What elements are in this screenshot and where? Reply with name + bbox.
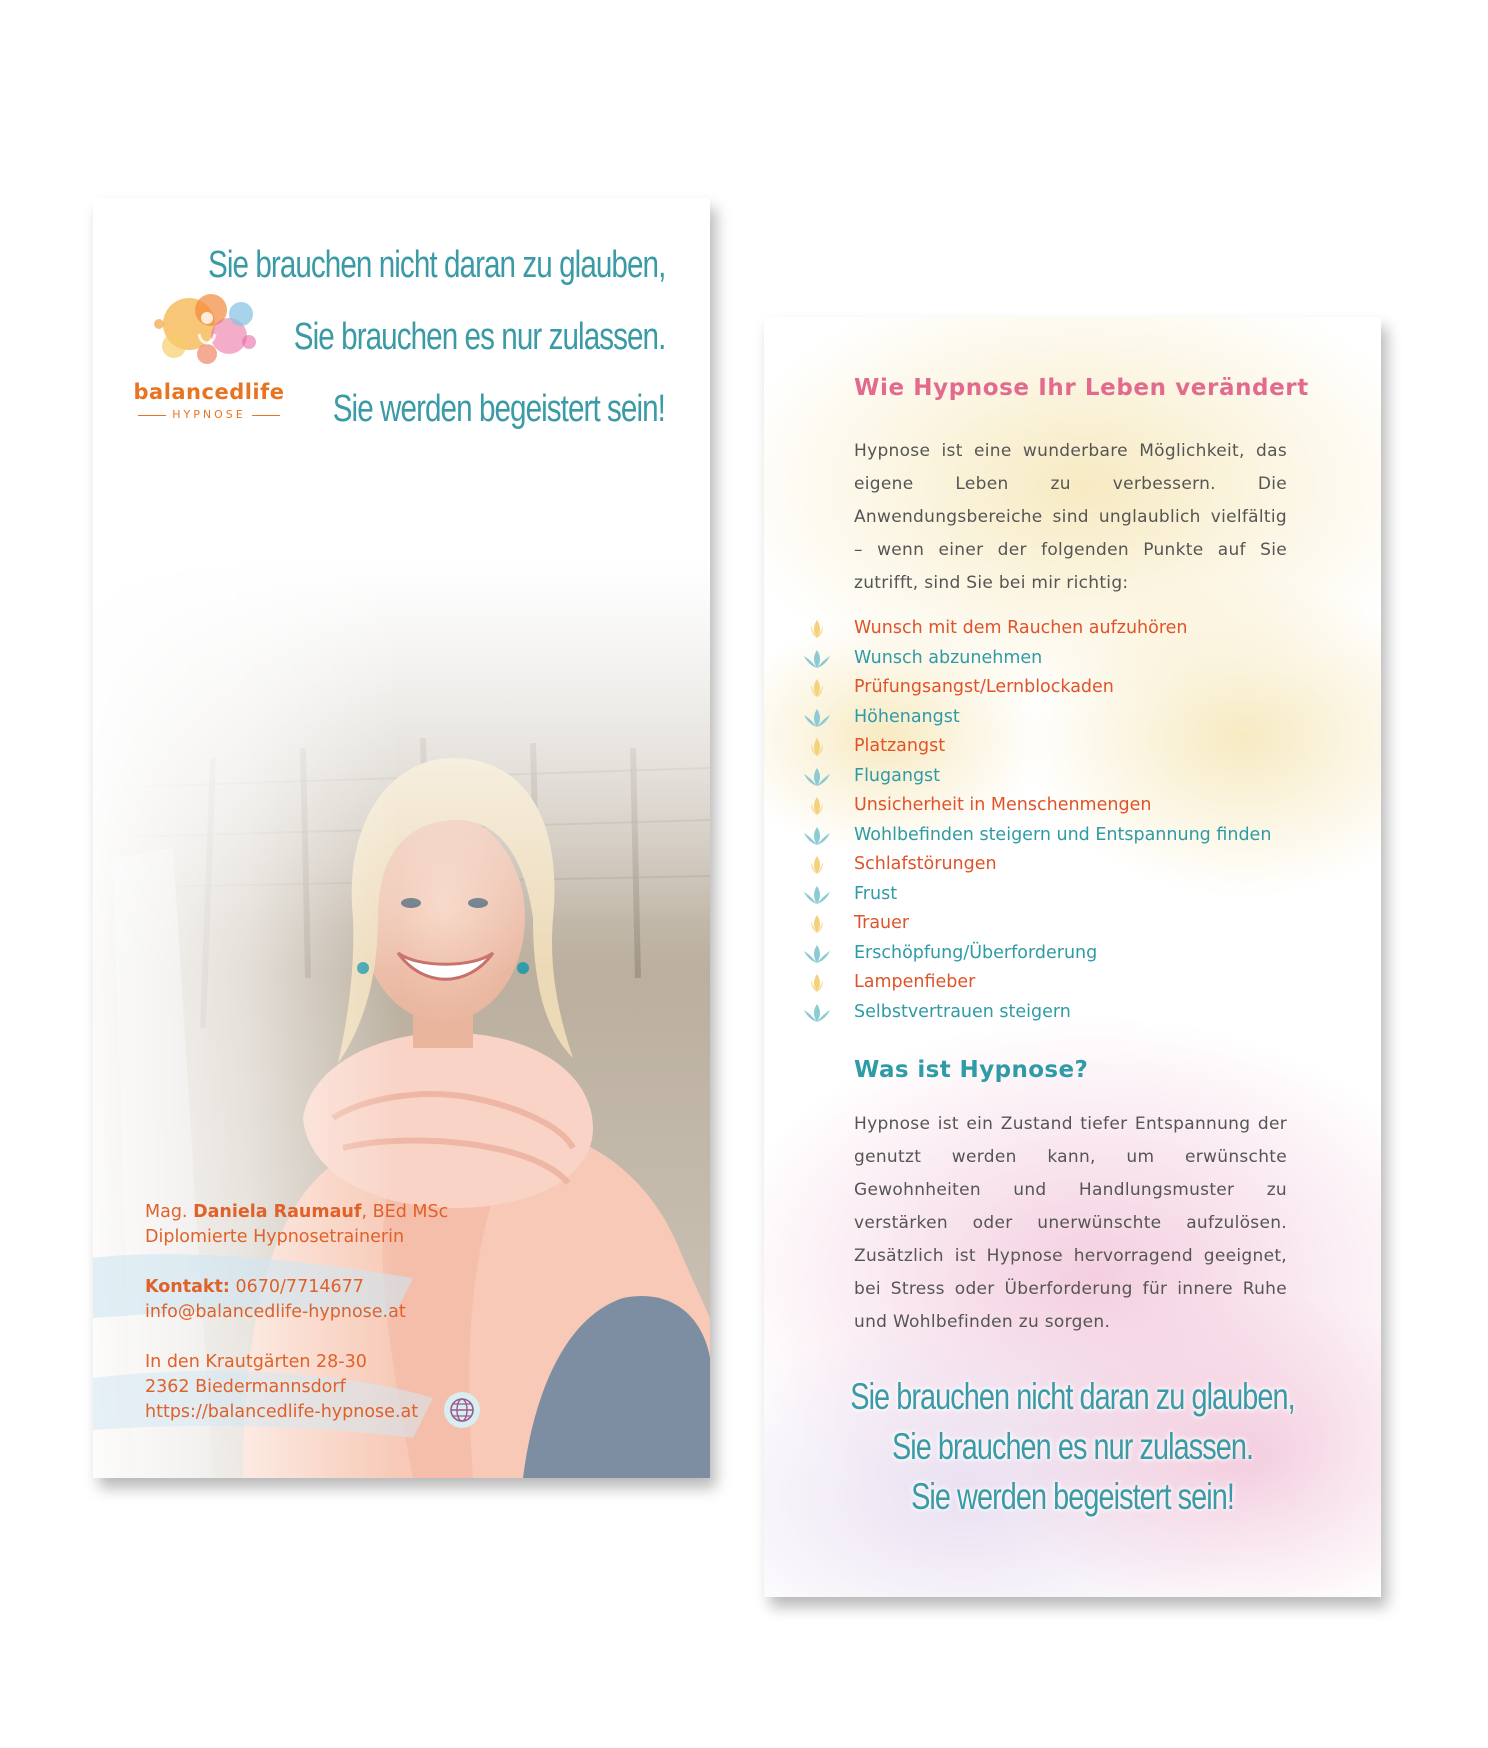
list-item <box>802 732 1271 762</box>
list-item-label: Trauer <box>854 913 910 933</box>
quote-line-3: Sie werden begeistert sein! <box>911 1476 1234 1517</box>
tagline-line-3: Sie werden begeistert sein! <box>332 388 665 430</box>
list-item-label: Flugangst <box>854 765 941 786</box>
degrees: , BEd MSc <box>361 1202 449 1222</box>
city-address: 2362 Biedermannsdorf <box>145 1377 346 1397</box>
list-item <box>802 998 1271 1028</box>
list-item-label: Prüfungsangst/Lernblockaden <box>854 677 1114 697</box>
list-item <box>802 791 1271 821</box>
list-item-label: Wohlbefinden steigern und Entspannung finden <box>854 824 1272 845</box>
list-item <box>802 880 1271 910</box>
logo-subtitle: HYPNOSE <box>129 408 289 421</box>
lotus-bud-icon <box>802 795 832 817</box>
person-name: Daniela Raumauf <box>193 1202 362 1222</box>
quote-line-1: Sie brauchen nicht daran zu glauben, <box>850 1376 1295 1417</box>
lotus-bud-icon <box>802 913 832 935</box>
lotus-bud-icon <box>802 618 832 640</box>
role: Diplomierte Hypnosetrainerin <box>145 1227 405 1247</box>
list-item-label: Lampenfieber <box>854 972 976 992</box>
list-item-label: Unsicherheit in Menschenmengen <box>854 795 1152 815</box>
heading-leben: Wie Hypnose Ihr Leben verändert <box>854 375 1309 401</box>
lotus-icon <box>802 707 832 729</box>
list-item <box>802 821 1271 851</box>
name-line <box>145 1200 448 1225</box>
logo-splash-icon <box>129 284 289 376</box>
list-item <box>802 644 1271 674</box>
list-item <box>802 673 1271 703</box>
list-item-label: Frust <box>854 883 898 904</box>
kontakt-label: Kontakt: <box>145 1277 230 1297</box>
list-item <box>802 614 1271 644</box>
lotus-bud-icon <box>802 736 832 758</box>
lotus-bud-icon <box>802 854 832 876</box>
balancedlife-logo <box>129 284 289 424</box>
list-item <box>802 909 1271 939</box>
lotus-bud-icon <box>802 677 832 699</box>
email-link[interactable]: info@balancedlife-hypnose.at <box>145 1302 406 1322</box>
globe-icon <box>443 1391 481 1429</box>
street-address: In den Krautgärten 28-30 <box>145 1352 367 1372</box>
lotus-icon <box>802 1002 832 1024</box>
flyer-front <box>93 198 710 1478</box>
list-item <box>802 939 1271 969</box>
list-item <box>802 703 1271 733</box>
list-item-label: Platzangst <box>854 736 946 756</box>
heading-was-ist-hypnose: Was ist Hypnose? <box>854 1057 1089 1083</box>
quote-line-2: Sie brauchen es nur zulassen. <box>891 1426 1254 1467</box>
lotus-bud-icon <box>802 972 832 994</box>
contact-block <box>145 1200 448 1425</box>
phone-line <box>145 1275 448 1300</box>
lotus-icon <box>802 648 832 670</box>
hypnose-paragraph: Hypnose ist ein Zustand tiefer Entspannung der genutzt werden kann, um erwünschte Gewohnheiten und Handlungsmuster zu verstärken oder unerwünschte aufzulösen. Zusätzlich ist Hypnose hervorragend geeignet, bei Stress oder Überforderung für innere Ruhe und Wohlbefinden zu sorgen. <box>854 1114 1287 1332</box>
list-item-label: Selbstvertrauen steigern <box>854 1001 1071 1022</box>
list-item-label: Höhenangst <box>854 706 960 727</box>
flyer-back <box>764 317 1381 1597</box>
lotus-icon <box>802 766 832 788</box>
list-item <box>802 850 1271 880</box>
list-item <box>802 968 1271 998</box>
tagline-line-2: Sie brauchen es nur zulassen. <box>293 316 665 358</box>
phone-number[interactable]: 0670/7714677 <box>235 1277 364 1297</box>
application-list <box>802 614 1271 1027</box>
lotus-icon <box>802 884 832 906</box>
list-item-label: Schlafstörungen <box>854 854 997 874</box>
list-item <box>802 762 1271 792</box>
list-item-label: Wunsch mit dem Rauchen aufzuhören <box>854 618 1188 638</box>
logo-wordmark: balancedlife <box>133 380 285 404</box>
lotus-icon <box>802 825 832 847</box>
website-link[interactable]: https://balancedlife-hypnose.at <box>145 1402 419 1422</box>
lotus-icon <box>802 943 832 965</box>
list-item-label: Erschöpfung/Überforderung <box>854 942 1098 963</box>
tagline-line-1: Sie brauchen nicht daran zu glauben, <box>207 244 665 286</box>
intro-paragraph: Hypnose ist eine wunderbare Möglichkeit, das eigene Leben zu verbessern. Die Anwendungsbereiche sind unglaublich vielfältig – wenn einer der folgenden Punkte auf Sie zutrifft, sind Sie bei mir richtig: <box>854 441 1287 593</box>
list-item-label: Wunsch abzunehmen <box>854 647 1043 668</box>
title-prefix: Mag. <box>145 1202 188 1222</box>
